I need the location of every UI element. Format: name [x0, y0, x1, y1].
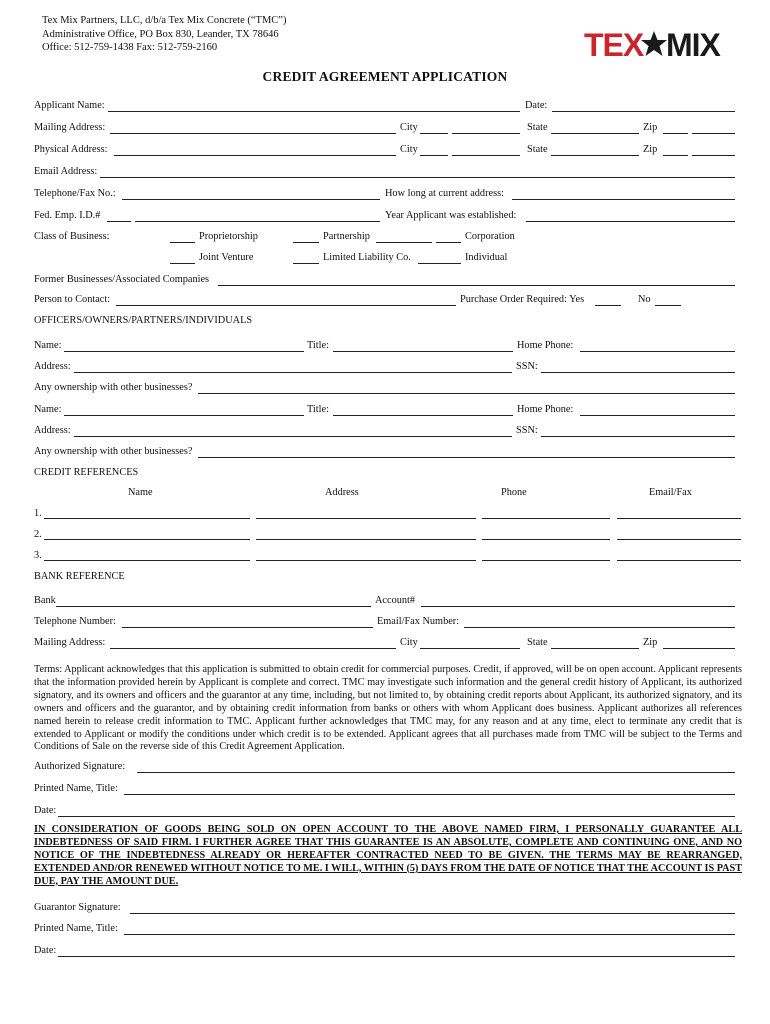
proprietorship-label: Proprietorship [199, 231, 258, 242]
bank-label: Bank [34, 595, 56, 606]
physical-zip-field-a[interactable] [663, 155, 688, 156]
proprietorship-checkbox[interactable] [170, 242, 195, 243]
telephone-fax-label: Telephone/Fax No.: [34, 188, 116, 199]
ref3-label: 3. [34, 550, 42, 561]
how-long-field[interactable] [512, 199, 735, 200]
email-address-field[interactable] [100, 177, 735, 178]
mailing-city-field-b[interactable] [452, 133, 520, 134]
mailing-zip-field-a[interactable] [663, 133, 688, 134]
officer1-title-field[interactable] [333, 351, 513, 352]
bank-mailing-address-label: Mailing Address: [34, 637, 106, 648]
officer2-title-label: Title: [307, 404, 329, 415]
person-to-contact-field[interactable] [116, 305, 456, 306]
class-of-business-label: Class of Business: [34, 231, 110, 242]
ref3-email-field[interactable] [617, 560, 741, 561]
physical-address-label: Physical Address: [34, 144, 108, 155]
officer1-title-label: Title: [307, 340, 329, 351]
ref2-phone-field[interactable] [482, 539, 610, 540]
ref1-name-field[interactable] [44, 518, 250, 519]
applicant-name-label: Applicant Name: [34, 100, 105, 111]
officer2-home-phone-label: Home Phone: [517, 404, 574, 415]
llc-label: Limited Liability Co. [323, 252, 411, 263]
ref2-email-field[interactable] [617, 539, 741, 540]
guarantor-printed-name-label: Printed Name, Title: [34, 923, 118, 934]
address-line: Administrative Office, PO Box 830, Leander, TX 78646 [42, 28, 279, 40]
signature-date-field[interactable] [58, 816, 735, 817]
guarantor-signature-label: Guarantor Signature: [34, 902, 121, 913]
officers-heading: OFFICERS/OWNERS/PARTNERS/INDIVIDUALS [34, 315, 253, 326]
bank-email-fax-field[interactable] [464, 627, 735, 628]
ref1-label: 1. [34, 508, 42, 519]
mailing-city-field-a[interactable] [420, 133, 448, 134]
ref-col-name: Name [128, 487, 153, 498]
fed-emp-label: Fed. Emp. I.D.# [34, 210, 101, 221]
page-title: CREDIT AGREEMENT APPLICATION [262, 69, 508, 84]
printed-name-label: Printed Name, Title: [34, 783, 118, 794]
bank-telephone-field[interactable] [122, 627, 373, 628]
officer1-home-phone-field[interactable] [580, 351, 735, 352]
year-established-label: Year Applicant was established: [385, 210, 517, 221]
officer2-address-label: Address: [34, 425, 71, 436]
year-established-field[interactable] [526, 221, 735, 222]
bank-city-field[interactable] [420, 648, 520, 649]
phone-line: Office: 512-759-1438 Fax: 512-759-2160 [42, 42, 218, 53]
bank-zip-label: Zip [643, 637, 658, 648]
partnership-checkbox[interactable] [293, 242, 319, 243]
authorized-signature-field[interactable] [137, 772, 735, 773]
svg-text:TEX: TEX [584, 27, 644, 61]
physical-zip-label: Zip [643, 144, 658, 155]
how-long-label: How long at current address: [385, 188, 504, 199]
ref-col-phone: Phone [501, 487, 527, 498]
guarantor-date-field[interactable] [58, 956, 735, 957]
physical-state-field[interactable] [551, 155, 639, 156]
guarantor-printed-name-field[interactable] [124, 934, 735, 935]
guarantee-paragraph: IN CONSIDERATION OF GOODS BEING SOLD ON OPEN ACCOUNT TO THE ABOVE NAMED FIRM, I PERSONALLY GUARANTEE ALL INDEBTEDNESS OF SAID FIRM. I FURTHER AGREE THAT THIS GUARANTEE IS AN ABSOLUTE, COMPLETE AND CONTINUING ONE, AND NO NOTICE OF THE INDEBTEDNESS ALREADY OR HEREAFTER CONTRACTED NEED TO BE GIVEN. THE TERMS MAY BE REARRANGED, EXTENDED AND/OR RENEWED WITHOUT NOTICE TO ME. I WILL, WITHIN (5) DAYS FROM THE DATE OF NOTICE THAT THE ACCOUNT IS PAST DUE, PAY THE AMOUNT DUE. [34, 824, 742, 887]
officer1-home-phone-label: Home Phone: [517, 340, 574, 351]
svg-text:MIX: MIX [666, 27, 720, 61]
fed-emp-field-a[interactable] [107, 221, 131, 222]
po-no-field[interactable] [655, 305, 681, 306]
bank-state-field[interactable] [551, 648, 639, 649]
po-yes-field[interactable] [595, 305, 621, 306]
signature-date-label: Date: [34, 805, 57, 816]
ref2-name-field[interactable] [44, 539, 250, 540]
physical-state-label: State [527, 144, 548, 155]
ref1-address-field[interactable] [256, 518, 476, 519]
mailing-zip-label: Zip [643, 122, 658, 133]
credit-references-heading: CREDIT REFERENCES [34, 467, 139, 478]
mailing-address-label: Mailing Address: [34, 122, 106, 133]
po-no-label: No [638, 294, 651, 305]
date-label: Date: [525, 100, 548, 111]
officer2-ownership-label: Any ownership with other businesses? [34, 446, 193, 457]
officer2-title-field[interactable] [333, 415, 513, 416]
officer1-address-field[interactable] [74, 372, 512, 373]
bank-email-fax-label: Email/Fax Number: [377, 616, 460, 627]
individual-checkbox[interactable] [418, 263, 461, 264]
officer2-ssn-label: SSN: [516, 425, 538, 436]
former-businesses-field[interactable] [218, 285, 735, 286]
bank-state-label: State [527, 637, 548, 648]
ref1-phone-field[interactable] [482, 518, 610, 519]
corporation-label: Corporation [465, 231, 515, 242]
telephone-fax-field[interactable] [122, 199, 380, 200]
mailing-state-label: State [527, 122, 548, 133]
guarantor-signature-field[interactable] [130, 913, 735, 914]
bank-reference-heading: BANK REFERENCE [34, 571, 125, 582]
person-to-contact-label: Person to Contact: [34, 294, 111, 305]
officer1-name-label: Name: [34, 340, 62, 351]
mailing-state-field[interactable] [551, 133, 639, 134]
ref2-address-field[interactable] [256, 539, 476, 540]
account-label: Account# [375, 595, 416, 606]
former-businesses-label: Former Businesses/Associated Companies [34, 274, 210, 285]
officer2-address-field[interactable] [74, 436, 512, 437]
date-field[interactable] [552, 111, 735, 112]
officer2-home-phone-field[interactable] [580, 415, 735, 416]
officer1-ssn-field[interactable] [541, 372, 735, 373]
bank-zip-field[interactable] [663, 648, 735, 649]
bank-telephone-label: Telephone Number: [34, 616, 116, 627]
ref1-email-field[interactable] [617, 518, 741, 519]
authorized-signature-label: Authorized Signature: [34, 761, 126, 772]
guarantor-date-label: Date: [34, 945, 57, 956]
fed-emp-field-b[interactable] [135, 221, 380, 222]
mailing-address-field[interactable] [110, 133, 396, 134]
officer2-name-label: Name: [34, 404, 62, 415]
officer1-address-label: Address: [34, 361, 71, 372]
individual-label: Individual [465, 252, 508, 263]
joint-venture-checkbox[interactable] [170, 263, 195, 264]
officer1-name-field[interactable] [64, 351, 304, 352]
officer1-ssn-label: SSN: [516, 361, 538, 372]
corporation-checkbox[interactable] [436, 242, 461, 243]
ref-col-email: Email/Fax [649, 487, 692, 498]
physical-city-label: City [400, 144, 418, 155]
officer2-ssn-field[interactable] [541, 436, 735, 437]
joint-venture-label: Joint Venture [199, 252, 254, 263]
email-address-label: Email Address: [34, 166, 98, 177]
physical-city-field-a[interactable] [420, 155, 448, 156]
terms-paragraph: Terms: Applicant acknowledges that this application is submitted to obtain credit for commercial purposes. Credit, if approved, will be on open account. Applicant represents that the information provided herein by Applicant is complete and correct. TMC may investigate such information and the general credit history of Applicant, its authorized signatory, and its owners and officers and the guarantor at any time, including, but not limited to, by obtaining credit reports about Applicant, its authorized signatory, and its owners and officers and the guarantor, and by obtaining credit information from banks or others with whom Applicant does business. Applicant authorizes all references named herein to release credit information to TMC. Applicant further acknowledges that TMC may, for any reason and at any time, elect to terminate any credit that is extended to Applicant or modify the conditions under which credit is to be extended. Applicant agrees that all purchases made from TMC will be subject to the Terms and Conditions of Sale on the reverse side of this Credit Agreement Application. [34, 664, 742, 753]
company-header [42, 14, 286, 55]
mailing-zip-field-b[interactable] [692, 133, 735, 134]
mailing-city-label: City [400, 122, 418, 133]
bank-city-label: City [400, 637, 418, 648]
partnership-field[interactable] [376, 242, 432, 243]
officer2-ownership-field[interactable] [198, 457, 735, 458]
account-field[interactable] [421, 606, 735, 607]
printed-name-field[interactable] [124, 794, 735, 795]
po-required-label: Purchase Order Required: Yes [460, 294, 585, 305]
physical-city-field-b[interactable] [452, 155, 520, 156]
officer1-ownership-label: Any ownership with other businesses? [34, 382, 193, 393]
officer1-ownership-field[interactable] [198, 393, 735, 394]
physical-zip-field-b[interactable] [692, 155, 735, 156]
officer2-name-field[interactable] [64, 415, 304, 416]
ref3-phone-field[interactable] [482, 560, 610, 561]
ref3-address-field[interactable] [256, 560, 476, 561]
ref3-name-field[interactable] [44, 560, 250, 561]
ref2-label: 2. [34, 529, 42, 540]
bank-mailing-address-field[interactable] [110, 648, 396, 649]
company-line: Tex Mix Partners, LLC, d/b/a Tex Mix Concrete (“TMC”) [42, 15, 287, 26]
applicant-name-field[interactable] [108, 111, 520, 112]
bank-field[interactable] [56, 606, 371, 607]
physical-address-field[interactable] [114, 155, 396, 156]
partnership-label: Partnership [323, 231, 370, 242]
ref-col-address: Address [325, 487, 359, 498]
texmix-logo [584, 27, 734, 61]
llc-checkbox[interactable] [293, 263, 319, 264]
